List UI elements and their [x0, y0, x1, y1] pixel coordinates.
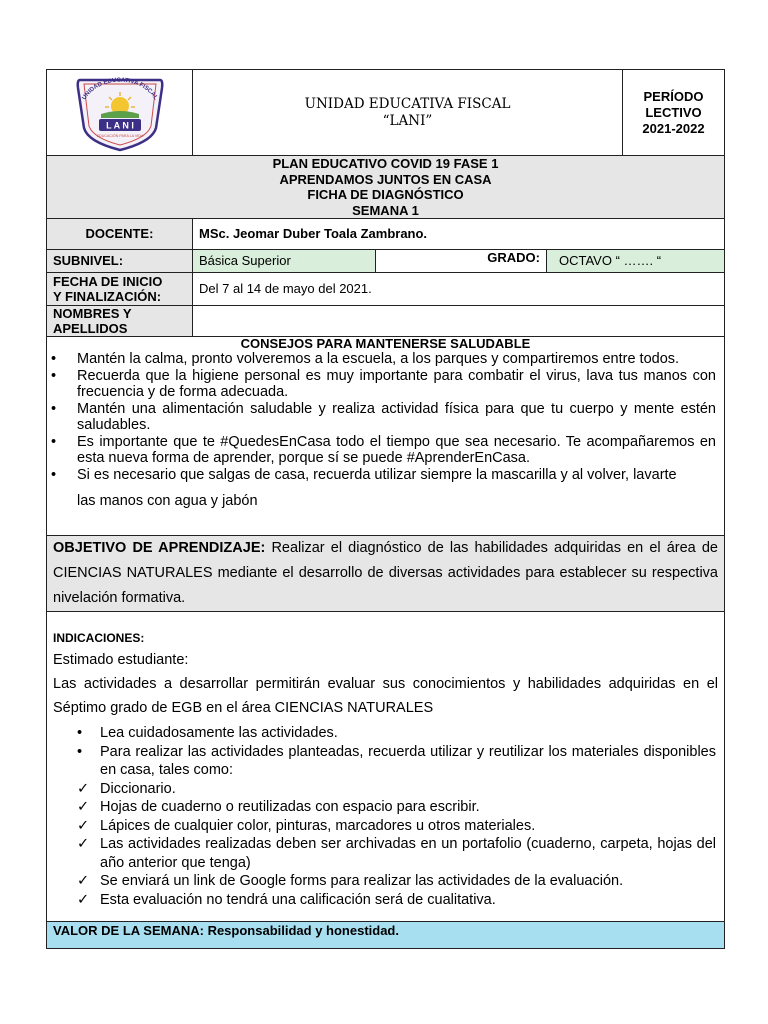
- fecha-label-line-2: Y FINALIZACIÓN:: [53, 289, 162, 304]
- school-name: UNIDAD EDUCATIVA FISCAL: [304, 95, 511, 112]
- valor-section: [46, 921, 725, 949]
- fecha-value: Del 7 al 14 de mayo del 2021.: [199, 281, 372, 296]
- bullet-icon: •: [51, 351, 57, 367]
- subnivel-row: [46, 249, 725, 272]
- indicacion-check: ✓ Las actividades realizadas deben ser archivadas en un portafolio (cuaderno, carpeta, hojas del año anterior que tenga): [77, 836, 716, 871]
- consejos-title: CONSEJOS PARA MANTENERSE SALUDABLE: [240, 336, 531, 351]
- consejo-item: • Recuerda que la higiene personal es muy importante para combatir el virus, lava tus manos con frecuencia y de forma adecuada.: [51, 367, 716, 400]
- consejos-section: [46, 336, 725, 535]
- indicaciones-greeting: Estimado estudiante:: [53, 652, 189, 668]
- indicacion-check: ✓ Hojas de cuaderno o reutilizadas con espacio para escribir.: [77, 799, 480, 815]
- logo-cell: [47, 70, 193, 155]
- plan-line-1: PLAN EDUCATIVO COVID 19 FASE 1: [272, 156, 499, 171]
- indicacion-check: ✓ Lápices de cualquier color, pinturas, marcadores u otros materiales.: [77, 817, 536, 834]
- consejo-item-last-line: las manos con agua y jabón: [77, 493, 258, 509]
- plan-line-4: SEMANA 1: [352, 202, 419, 218]
- indicacion-check: ✓ Esta evaluación no tendrá una calificación será de cualitativa.: [77, 891, 496, 908]
- indicaciones-intro: Las actividades a desarrollar permitirán evaluar sus conocimientos y habilidades adquiridas en el Séptimo grado de EGB en el área CIENCIAS NATURALES: [53, 676, 718, 716]
- nombres-label-line-2: APELLIDOS: [53, 321, 128, 336]
- subnivel-label: SUBNIVEL:: [47, 250, 193, 272]
- docente-label: DOCENTE:: [47, 219, 193, 249]
- consejo-item: • Mantén una alimentación saludable y realiza actividad física para que tu cuerpo y mente estén saludables.: [51, 400, 716, 433]
- indicaciones-title: INDICACIONES:: [53, 631, 145, 645]
- indicacion-bullet: • Para realizar las actividades planteadas, recuerda utilizar y reutilizar los materiales disponibles en casa, tales como:: [77, 743, 716, 778]
- docente-value: MSc. Jeomar Duber Toala Zambrano.: [199, 226, 428, 241]
- objetivo-paragraph: [53, 536, 718, 611]
- consejo-item: • Mantén la calma, pronto volveremos a la escuela, a los parques y compartiremos entre todos.: [51, 351, 680, 367]
- checkmark-icon: ✓: [77, 799, 90, 815]
- consejo-item: • Si es necesario que salgas de casa, recuerda utilizar siempre la mascarilla y al volver, lavarte: [51, 466, 677, 483]
- plan-line-3: FICHA DE DIAGNÓSTICO: [307, 187, 464, 202]
- period-year: 2021-2022: [642, 120, 705, 136]
- school-logo: [47, 70, 193, 156]
- objetivo-label: OBJETIVO DE APRENDIZAJE:: [53, 540, 266, 556]
- objetivo-section: [46, 535, 725, 611]
- nombres-value[interactable]: [193, 306, 724, 336]
- valor-label: VALOR DE LA SEMANA:: [53, 923, 204, 938]
- fecha-row: [46, 272, 725, 305]
- bullet-icon: •: [51, 433, 57, 450]
- document-header: [46, 69, 725, 155]
- subnivel-value: Básica Superior: [193, 250, 376, 272]
- bullet-icon: •: [51, 367, 57, 384]
- school-title: [193, 70, 623, 155]
- fecha-label: [47, 273, 193, 305]
- checkmark-icon: ✓: [77, 836, 90, 852]
- valor-text: Responsabilidad y honestidad.: [203, 923, 399, 938]
- indicacion-check: ✓ Se enviará un link de Google forms para realizar las actividades de la evaluación.: [77, 873, 624, 889]
- checkmark-icon: ✓: [77, 780, 90, 797]
- plan-line-2: APRENDAMOS JUNTOS EN CASA: [279, 171, 492, 187]
- school-short-name: “LANI”: [382, 112, 433, 129]
- docente-row: [46, 218, 725, 249]
- checkmark-icon: ✓: [77, 891, 90, 908]
- bullet-icon: •: [51, 400, 57, 417]
- period-line-1: PERÍODO: [643, 88, 704, 104]
- bullet-icon: •: [77, 743, 83, 760]
- checkmark-icon: ✓: [77, 817, 90, 834]
- school-period: [623, 70, 724, 155]
- checkmark-icon: ✓: [77, 873, 90, 889]
- objetivo-text: Realizar el diagnóstico de las habilidades adquiridas en el área de CIENCIAS NATURALES mediante el desarrollo de diversas actividades para establecer su respectiva nivelación formativa.: [53, 540, 718, 606]
- indicacion-check: ✓ Diccionario.: [77, 780, 176, 797]
- nombres-label-line-1: NOMBRES Y: [53, 306, 132, 321]
- fecha-label-line-1: FECHA DE INICIO: [53, 274, 163, 289]
- grado-label: GRADO:: [376, 250, 547, 272]
- grado-value: OCTAVO “ ……. “: [547, 250, 724, 272]
- period-line-2: LECTIVO: [645, 104, 702, 120]
- logo-name: L A N I: [106, 120, 134, 131]
- plan-title: [46, 155, 725, 218]
- logo-arc-text: UNIDAD EDUCATIVA FISCAL: [81, 77, 159, 102]
- indicaciones-section: [46, 611, 725, 921]
- indicacion-bullet: • Lea cuidadosamente las actividades.: [77, 725, 338, 741]
- nombres-label: [47, 306, 193, 336]
- nombres-row: [46, 305, 725, 336]
- bullet-icon: •: [51, 466, 57, 483]
- logo-motto: EDUCACIÓN PARA LA VIDA: [96, 134, 144, 138]
- bullet-icon: •: [77, 725, 83, 741]
- consejo-item: • Es importante que te #QuedesEnCasa todo el tiempo que sea necesario. Te acompañaremos en esta nueva forma de aprender, porque sí se puede #AprenderEnCasa.: [51, 433, 716, 466]
